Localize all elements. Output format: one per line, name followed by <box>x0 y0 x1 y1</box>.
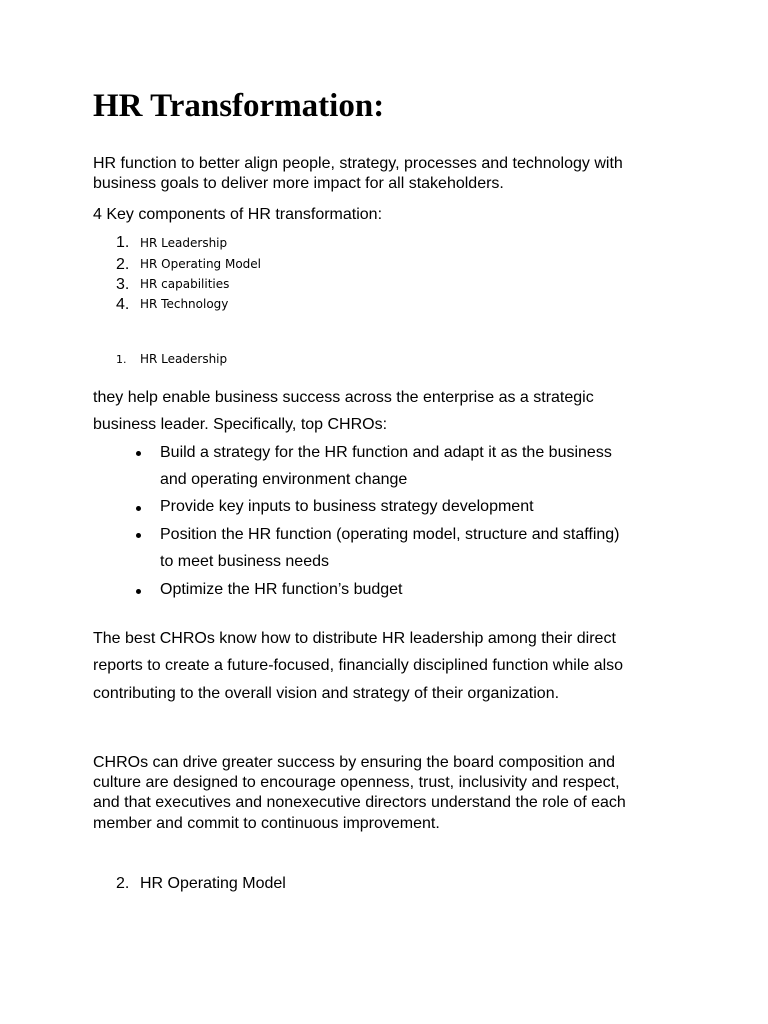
bullet-item-line: and operating environment change <box>160 471 408 488</box>
bullet-item-line: Provide key inputs to business strategy development <box>160 498 534 515</box>
board-line-3: and that executives and nonexecutive directors understand the role of each <box>93 794 626 811</box>
bullet-item-line: to meet business needs <box>160 553 329 570</box>
leadership-line-2: business leader. Specifically, top CHROs: <box>93 416 388 433</box>
component-label: HR Technology <box>140 297 229 311</box>
bullet-item-line: Build a strategy for the HR function and adapt it as the business <box>160 444 612 461</box>
section-number: 1. <box>116 353 127 366</box>
components-heading: 4 Key components of HR transformation: <box>93 206 383 223</box>
bullet-marker <box>136 589 141 594</box>
bullet-item-line: Optimize the HR function’s budget <box>160 581 403 598</box>
section-heading-hr-operating-model: HR Operating Model <box>140 875 286 892</box>
component-number: 2. <box>116 256 130 273</box>
intro-line-2: business goals to deliver more impact for all stakeholders. <box>93 175 504 192</box>
board-line-1: CHROs can drive greater success by ensuring the board composition and <box>93 754 616 771</box>
component-label: HR capabilities <box>140 277 230 291</box>
component-number: 1. <box>116 234 130 251</box>
best-chros-line-2: reports to create a future-focused, financially disciplined function while also <box>93 657 624 674</box>
bullet-item-line: Position the HR function (operating model, structure and staffing) <box>160 526 620 543</box>
section-heading-hr-leadership: HR Leadership <box>140 352 228 366</box>
bullet-marker <box>136 451 141 456</box>
bullet-marker <box>136 506 141 511</box>
component-number: 3. <box>116 276 130 293</box>
leadership-line-1: they help enable business success across the enterprise as a strategic <box>93 389 594 406</box>
component-label: HR Operating Model <box>140 257 262 271</box>
component-label: HR Leadership <box>140 236 228 250</box>
best-chros-line-1: The best CHROs know how to distribute HR leadership among their direct <box>93 630 616 647</box>
bullet-marker <box>136 533 141 538</box>
component-number: 4. <box>116 296 130 313</box>
section-number: 2. <box>116 875 130 892</box>
page-title: HR Transformation: <box>93 88 385 124</box>
board-line-4: member and commit to continuous improvement. <box>93 815 440 832</box>
board-line-2: culture are designed to encourage openness, trust, inclusivity and respect, <box>93 774 620 791</box>
intro-line-1: HR function to better align people, strategy, processes and technology with <box>93 155 623 172</box>
best-chros-line-3: contributing to the overall vision and strategy of their organization. <box>93 685 560 702</box>
